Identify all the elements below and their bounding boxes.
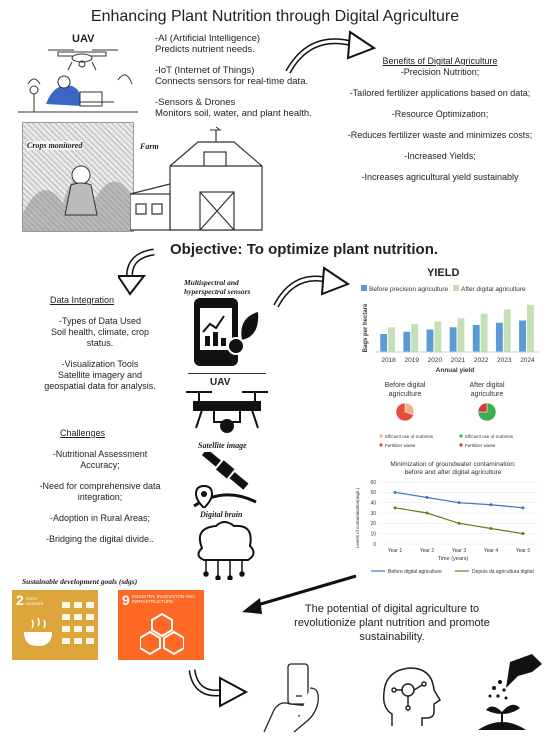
line-point bbox=[490, 527, 493, 530]
ai-head-icon bbox=[378, 664, 442, 730]
sensors-label-line2: hyperspectral sensors bbox=[184, 287, 251, 296]
line-xtick-label: Year 1 bbox=[387, 548, 403, 554]
curved-arrow-down-icon bbox=[118, 248, 164, 296]
benefit-line: -Tailored fertilizer applications based on data; bbox=[349, 88, 531, 98]
line-chart-group bbox=[370, 480, 539, 554]
page-title: Enhancing Plant Nutrition through Digital Agriculture bbox=[90, 8, 460, 25]
yield-bar-after bbox=[481, 314, 488, 352]
pie-after-group bbox=[478, 403, 496, 421]
pie-after-title-1: After digital bbox=[469, 382, 505, 389]
line-ytick-label: 40 bbox=[370, 500, 376, 507]
tech-sensors-desc: Monitors soil, water, and plant health. bbox=[155, 108, 312, 119]
line-series-before bbox=[395, 492, 523, 508]
yield-bar-after bbox=[388, 327, 395, 352]
sdg-goal-2-number: 2 bbox=[16, 592, 24, 608]
yield-bar-before bbox=[496, 323, 503, 352]
benefit-line: -Precision Nutrition; bbox=[400, 67, 480, 77]
crops-monitored-label: Crops monitored bbox=[27, 141, 83, 150]
pie-before-title-1: Before digital bbox=[384, 382, 426, 389]
yield-bar-after bbox=[527, 305, 534, 352]
sdg-bowl-icon bbox=[20, 614, 60, 654]
sdg-goal-9-card bbox=[118, 590, 204, 660]
yield-bar-before bbox=[403, 332, 410, 352]
yield-legend-before: Before precision agriculture bbox=[369, 286, 449, 293]
data-integration-line: -Types of Data Used bbox=[58, 316, 142, 326]
challenge-line: -Adoption in Rural Areas; bbox=[49, 513, 151, 523]
benefits-title: Benefits of Digital Agriculture bbox=[382, 56, 498, 66]
pie-after-legend-1: Efficient use of nutrients bbox=[465, 434, 513, 439]
line-title-2: before and after digital agriculture bbox=[404, 469, 502, 476]
yield-legend-after: After digital agriculture bbox=[461, 286, 526, 293]
data-integration-line: geospatial data for analysis. bbox=[44, 381, 156, 391]
line-point bbox=[490, 503, 493, 506]
yield-title: YIELD bbox=[427, 267, 460, 279]
pie-after-legend-2: Fertilizer waste bbox=[465, 443, 496, 448]
sdg-cubes-icon bbox=[140, 612, 184, 656]
pie-before-title-2: agriculture bbox=[388, 391, 422, 398]
tech-iot-head: -IoT (Internet of Things) bbox=[155, 65, 255, 76]
charts-panel bbox=[355, 262, 545, 576]
curved-arrow-bottom-icon bbox=[186, 664, 250, 712]
digital-brain-icon bbox=[190, 520, 260, 580]
tech-ai-desc: Predicts nutrient needs. bbox=[155, 44, 255, 55]
line-point bbox=[522, 506, 525, 509]
line-ytick-label: 50 bbox=[370, 490, 376, 497]
line-point bbox=[394, 506, 397, 509]
pie-before-legend-2: Fertilizer waste bbox=[385, 443, 416, 448]
satellite-label: Satellite image bbox=[198, 441, 247, 450]
line-legend-after: Depois da agricultura digital bbox=[472, 569, 534, 575]
tech-sensors-head: -Sensors & Drones bbox=[155, 97, 236, 108]
line-ytick-label: 30 bbox=[370, 510, 376, 517]
benefit-line: -Increased Yields; bbox=[404, 151, 476, 161]
yield-tick-label: 2021 bbox=[450, 357, 466, 364]
line-xtick-label: Year 5 bbox=[515, 548, 531, 554]
line-xtick-label: Year 2 bbox=[419, 548, 435, 554]
yield-bar-after bbox=[504, 309, 511, 352]
pie-slice-1 bbox=[478, 403, 487, 412]
hand-phone-icon bbox=[256, 660, 336, 734]
line-ytick-label: 10 bbox=[370, 531, 376, 538]
pie-before-legend-1: Efficient use of nutrients bbox=[385, 434, 433, 439]
drone-icon bbox=[182, 388, 272, 434]
yield-bar-after bbox=[411, 324, 418, 352]
potential-text: The potential of digital agriculture to revolutionize plant nutrition and promote sustainability. bbox=[294, 603, 490, 643]
data-integration-block bbox=[20, 295, 180, 392]
sensors-label-line1: Multispectral and bbox=[184, 278, 239, 287]
sdg-title: Sustainable development goals (sdgs) bbox=[22, 577, 138, 586]
pie-before-legend-dot-2 bbox=[379, 443, 382, 446]
challenges-title: Challenges bbox=[60, 428, 106, 438]
data-integration-title: Data Integration bbox=[50, 295, 115, 305]
yield-tick-label: 2019 bbox=[404, 357, 419, 364]
drone-person-illustration bbox=[18, 44, 138, 116]
benefit-line: -Resource Optimization; bbox=[391, 109, 489, 119]
line-point bbox=[426, 512, 429, 515]
line-title-1: Minimization of groundwater contamination: bbox=[390, 461, 516, 468]
barn-illustration bbox=[130, 126, 270, 232]
data-integration-line: Satellite imagery and bbox=[57, 370, 143, 380]
yield-tick-label: 2018 bbox=[381, 357, 396, 364]
line-legend-before: Before digital agriculture bbox=[388, 569, 442, 575]
uav-label: UAV bbox=[72, 33, 95, 45]
center-uav-label: UAV bbox=[210, 377, 231, 388]
line-xtick-label: Year 4 bbox=[483, 548, 499, 554]
data-integration-line: Soil health, climate, crop bbox=[50, 327, 150, 337]
pie-after-legend-dot-2 bbox=[459, 443, 462, 446]
yield-xlabel: Annual yield bbox=[435, 367, 475, 374]
challenges-block bbox=[10, 428, 190, 545]
benefit-line: -Reduces fertilizer waste and minimizes costs; bbox=[347, 130, 533, 140]
sdg-targets-icons bbox=[60, 600, 96, 656]
sensors-label bbox=[184, 278, 250, 296]
pie-after-title-2: agriculture bbox=[470, 391, 504, 398]
line-point bbox=[426, 496, 429, 499]
digital-brain-label: Digital brain bbox=[200, 510, 243, 519]
yield-bar-after bbox=[434, 321, 441, 352]
line-point bbox=[522, 532, 525, 535]
line-point bbox=[458, 522, 461, 525]
tech-iot-desc: Connects sensors for real-time data. bbox=[155, 76, 309, 87]
sdg-goal-9-number: 9 bbox=[122, 592, 130, 608]
yield-bar-after bbox=[458, 318, 465, 352]
legend-swatch-before bbox=[361, 285, 367, 291]
objective-heading: Objective: To optimize plant nutrition. bbox=[170, 241, 439, 258]
line-xlabel: Time (years) bbox=[437, 556, 469, 562]
yield-tick-label: 2022 bbox=[473, 357, 489, 364]
pie-before-legend-dot-1 bbox=[379, 434, 382, 437]
divider bbox=[188, 373, 266, 374]
crops-monitored-image bbox=[22, 122, 134, 232]
line-ytick-label: 0 bbox=[373, 541, 376, 548]
yield-bar-before bbox=[519, 321, 526, 353]
farm-label: Farm bbox=[140, 142, 159, 151]
pie-after-legend-dot-1 bbox=[459, 434, 462, 437]
curved-arrow-right-icon-2 bbox=[270, 266, 350, 312]
pie-before-group bbox=[396, 403, 414, 421]
benefit-line: -Increases agricultural yield sustainably bbox=[361, 172, 519, 182]
sdg-goal-2-text: ZERO HUNGER bbox=[26, 596, 44, 606]
challenge-line: Accuracy; bbox=[80, 460, 120, 470]
challenge-line: -Nutritional Assessment bbox=[52, 449, 148, 459]
challenge-line: -Need for comprehensive data bbox=[39, 481, 161, 491]
line-xtick-label: Year 3 bbox=[451, 548, 467, 554]
line-ytick-label: 20 bbox=[370, 521, 376, 528]
yield-bar-before bbox=[427, 330, 434, 353]
line-series-after bbox=[395, 508, 523, 534]
yield-tick-label: 2024 bbox=[520, 357, 535, 364]
yield-tick-label: 2020 bbox=[427, 357, 443, 364]
yield-tick-label: 2023 bbox=[497, 357, 512, 364]
line-ytick-label: 60 bbox=[370, 479, 376, 486]
benefits-block bbox=[330, 56, 550, 183]
yield-bar-before bbox=[380, 334, 387, 352]
phone-sensor-icon bbox=[192, 296, 262, 370]
challenge-line: -Bridging the digital divide.. bbox=[45, 534, 155, 544]
line-ylabel: Levels of contamination(mg/L) bbox=[355, 487, 360, 549]
sdg-goal-2-card bbox=[12, 590, 98, 660]
challenge-line: integration; bbox=[77, 492, 123, 502]
line-point bbox=[394, 491, 397, 494]
yield-bar-before bbox=[450, 327, 457, 352]
yield-bars-group bbox=[380, 305, 535, 364]
satellite-icon bbox=[188, 452, 258, 508]
data-integration-line: -Visualization Tools bbox=[61, 359, 139, 369]
legend-swatch-after bbox=[453, 285, 459, 291]
yield-bar-before bbox=[473, 325, 480, 352]
data-integration-line: status. bbox=[86, 338, 114, 348]
tech-ai-head: -AI (Artificial Intelligence) bbox=[155, 33, 261, 44]
yield-ylabel: Bags per hectare bbox=[363, 303, 369, 353]
fertilizer-hand-icon bbox=[470, 652, 546, 732]
sdg-goal-9-text: INDUSTRY, INNOVATION AND INFRASTRUCTURE bbox=[132, 594, 195, 604]
line-point bbox=[458, 501, 461, 504]
